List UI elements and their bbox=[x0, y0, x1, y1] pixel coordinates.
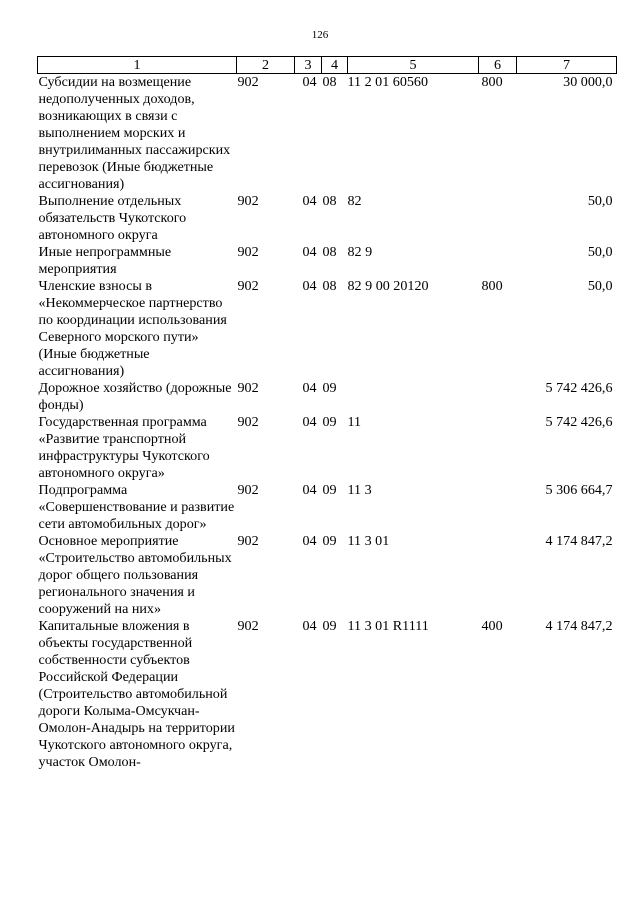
row-section: 04 bbox=[302, 414, 317, 430]
header-row bbox=[38, 57, 617, 74]
header-col-7: 7 bbox=[517, 57, 617, 74]
row-expense-type bbox=[479, 380, 517, 414]
row-target-code: 11 2 01 60560 bbox=[347, 74, 429, 90]
row-admin-code: 902 bbox=[237, 380, 259, 396]
row-target-code: 11 3 01 R1111 bbox=[347, 618, 429, 634]
table-row bbox=[38, 380, 617, 414]
row-name: Основное мероприятие «Строительство автомобильных дорог общего пользования регионального значения и сооружений на них» bbox=[38, 533, 232, 617]
table-row bbox=[38, 482, 617, 533]
row-target-code: 82 bbox=[347, 193, 362, 209]
row-expense-type: 800 bbox=[481, 74, 503, 90]
row-section: 04 bbox=[302, 533, 317, 549]
row-section: 04 bbox=[302, 618, 317, 634]
table-row bbox=[38, 193, 617, 244]
row-expense-type bbox=[479, 414, 517, 482]
row-target-code bbox=[348, 380, 479, 414]
row-admin-code: 902 bbox=[237, 618, 259, 634]
row-amount: 50,0 bbox=[587, 278, 613, 294]
row-name: Субсидии на возмещение недополученных доходов, возникающих в связи с выполнением морских и внутрилиманных пассажирских перевозок (Иные бюджетные ассигнования) bbox=[38, 74, 231, 192]
row-subsection: 08 bbox=[322, 193, 337, 209]
row-name: Выполнение отдельных обязательств Чукотского автономного округа bbox=[38, 193, 187, 243]
table-body bbox=[38, 74, 617, 772]
row-admin-code: 902 bbox=[237, 533, 259, 549]
row-subsection: 08 bbox=[322, 74, 337, 90]
row-target-code: 11 3 01 bbox=[347, 533, 390, 549]
row-target-code: 11 3 bbox=[347, 482, 372, 498]
row-target-code: 82 9 bbox=[347, 244, 373, 260]
row-amount: 50,0 bbox=[587, 244, 613, 260]
row-amount: 4 174 847,2 bbox=[545, 533, 613, 549]
row-name: Иные непрограммные мероприятия bbox=[38, 244, 172, 277]
header-col-3: 3 bbox=[295, 57, 322, 74]
row-expense-type: 400 bbox=[481, 618, 503, 634]
row-subsection: 08 bbox=[322, 278, 337, 294]
table-header bbox=[38, 57, 617, 74]
row-name: Дорожное хозяйство (дорожные фонды) bbox=[38, 380, 232, 413]
row-name: Капитальные вложения в объекты государственной собственности субъектов Российской Федерации (Строительство автомобильной дороги Колыма-Омсукчан-Омолон-Анадырь на территории Чукотского автономного округа, участок Омолон- bbox=[38, 618, 235, 770]
row-amount: 4 174 847,2 bbox=[545, 618, 613, 634]
table-row bbox=[38, 618, 617, 771]
row-expense-type bbox=[479, 533, 517, 618]
row-name: Подпрограмма «Совершенствование и развитие сети автомобильных дорог» bbox=[38, 482, 235, 532]
row-section: 04 bbox=[302, 244, 317, 260]
header-col-1: 1 bbox=[38, 57, 237, 74]
table-row bbox=[38, 244, 617, 278]
header-col-6: 6 bbox=[479, 57, 517, 74]
row-subsection: 08 bbox=[322, 244, 337, 260]
row-target-code: 11 bbox=[347, 414, 362, 430]
header-col-4: 4 bbox=[322, 57, 348, 74]
row-target-code: 82 9 00 20120 bbox=[347, 278, 429, 294]
page-number: 126 bbox=[311, 29, 329, 41]
table-row bbox=[38, 414, 617, 482]
row-admin-code: 902 bbox=[237, 74, 259, 90]
table-row bbox=[38, 74, 617, 194]
row-name: Членские взносы в «Некоммерческое партнерство по координации использования Северного морского пути» (Иные бюджетные ассигнования) bbox=[38, 278, 227, 379]
header-col-2: 2 bbox=[237, 57, 295, 74]
row-expense-type bbox=[479, 244, 517, 278]
row-subsection: 09 bbox=[322, 618, 337, 634]
table-row bbox=[38, 278, 617, 380]
row-name: Государственная программа «Развитие транспортной инфраструктуры Чукотского автономного округа» bbox=[38, 414, 210, 481]
row-subsection: 09 bbox=[322, 482, 337, 498]
row-expense-type bbox=[479, 193, 517, 244]
row-section: 04 bbox=[302, 278, 317, 294]
row-section: 04 bbox=[302, 380, 317, 396]
row-section: 04 bbox=[302, 74, 317, 90]
row-subsection: 09 bbox=[322, 414, 337, 430]
row-amount: 5 742 426,6 bbox=[545, 414, 613, 430]
row-expense-type bbox=[479, 482, 517, 533]
row-admin-code: 902 bbox=[237, 414, 259, 430]
row-subsection: 09 bbox=[322, 380, 337, 396]
row-amount: 50,0 bbox=[587, 193, 613, 209]
row-subsection: 09 bbox=[322, 533, 337, 549]
row-amount: 5 306 664,7 bbox=[545, 482, 613, 498]
row-section: 04 bbox=[302, 482, 317, 498]
row-expense-type: 800 bbox=[481, 278, 503, 294]
row-admin-code: 902 bbox=[237, 482, 259, 498]
row-section: 04 bbox=[302, 193, 317, 209]
header-col-5: 5 bbox=[348, 57, 479, 74]
row-admin-code: 902 bbox=[237, 244, 259, 260]
row-amount: 30 000,0 bbox=[563, 74, 613, 90]
row-admin-code: 902 bbox=[237, 193, 259, 209]
row-admin-code: 902 bbox=[237, 278, 259, 294]
budget-table bbox=[37, 56, 617, 771]
row-amount: 5 742 426,6 bbox=[545, 380, 613, 396]
table-row bbox=[38, 533, 617, 618]
